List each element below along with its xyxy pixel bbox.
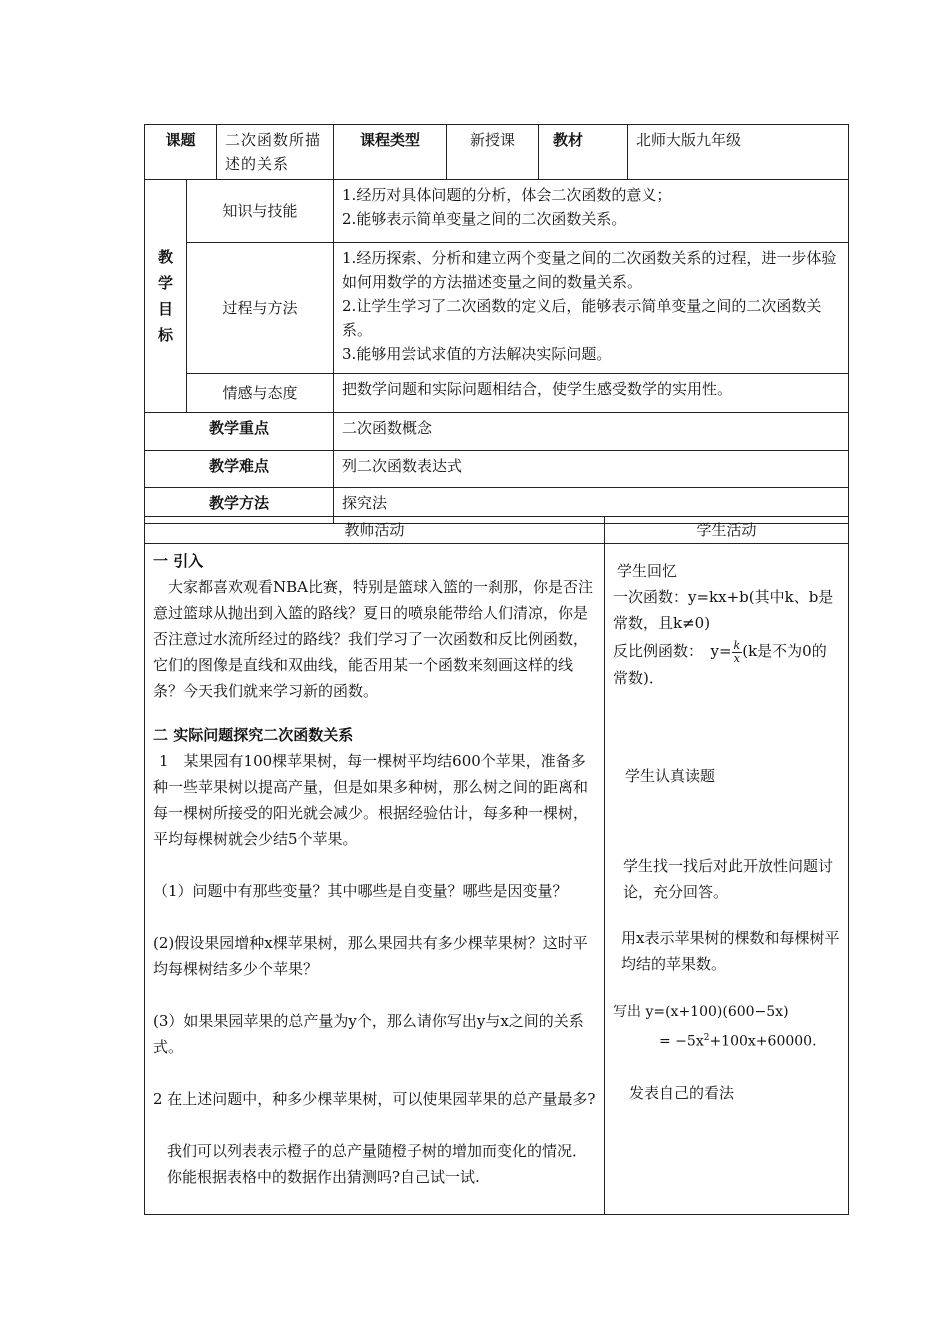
goal-process-label: 过程与方法: [187, 243, 334, 374]
topic-label: 课题: [145, 125, 217, 180]
student-activity-header: 学生活动: [605, 517, 849, 544]
course-type-label: 课程类型: [334, 125, 447, 180]
inverse-prefix: 反比例函数： y=: [613, 642, 732, 660]
inverse-denominator: x: [733, 651, 740, 665]
method-value: 探究法: [334, 488, 849, 524]
goal-knowledge-label: 知识与技能: [187, 180, 334, 243]
student-discuss: 学生找一找后对此开放性问题讨论，充分回答。: [623, 856, 834, 901]
section-explore-title: 二 实际问题探究二次函数关系: [153, 726, 354, 744]
section-intro-text: 大家都喜欢观看NBA比赛，特别是篮球入篮的一刹那，你是否注意过篮球从抛出到入篮的路线？夏日的喷泉能带给人们清凉，你是否注意过水流所经过的路线？我们学习了一次函数和反比例函数，它们的图像是直线和双曲线，能否用某一个函数来刻画这样的线条？今天我们就来学习新的函数。: [153, 578, 593, 700]
inverse-numerator: k: [733, 638, 741, 652]
activities-table: [144, 516, 849, 1215]
question-1-part-2: (2)假设果园增种x棵苹果树，那么果园共有多少棵苹果树？这时平均每棵树结多少个苹果？: [153, 934, 588, 978]
goal-knowledge-line-2: 2.能够表示简单变量之间的二次函数关系。: [342, 210, 627, 228]
difficulty-label: 教学难点: [145, 451, 334, 488]
student-formula-1: 写出 y=(x+100)(600−5x): [613, 1003, 789, 1020]
goal-process-line-2: 2.让学生学习了二次函数的定义后，能够表示简单变量之间的二次函数关系。: [342, 297, 822, 339]
goal-attitude-content: 把数学问题和实际问题相结合，使学生感受数学的实用性。: [334, 374, 849, 413]
goal-attitude-label: 情感与态度: [187, 374, 334, 413]
topic-value: 二次函数所描述的关系: [217, 125, 334, 180]
course-type-value: 新授课: [447, 125, 539, 180]
method-label: 教学方法: [145, 488, 334, 524]
lesson-info-table: [144, 124, 849, 524]
question-2-note: 我们可以列表表示橙子的总产量随橙子树的增加而变化的情况．你能根据表格中的数据作出猜测吗?自己试一试.: [167, 1142, 588, 1186]
textbook-value: 北师大版九年级: [628, 125, 849, 180]
formula-2-suffix: +100x+60000.: [709, 1033, 817, 1050]
question-1-part-1: （1）问题中有那些变量？其中哪些是自变量？哪些是因变量？: [153, 882, 568, 900]
key-point-value: 二次函数概念: [334, 413, 849, 451]
teacher-activity-cell: [145, 544, 605, 1215]
student-inverse-function: [613, 638, 840, 691]
formula-2-exponent: 2: [703, 1032, 710, 1043]
goals-label: [145, 180, 187, 413]
student-read: 学生认真读题: [625, 766, 716, 785]
teacher-activity-header: 教师活动: [145, 517, 605, 544]
goal-process-content: [334, 243, 849, 374]
formula-2-prefix: = −5x: [659, 1033, 704, 1050]
key-point-label: 教学重点: [145, 413, 334, 451]
inverse-fraction: [732, 640, 743, 665]
student-use-x: 用x表示苹果树的棵数和每棵树平均结的苹果数。: [621, 928, 840, 973]
goal-process-line-1: 1.经历探索、分析和建立两个变量之间的二次函数关系的过程，进一步体验如何用数学的方法描述变量之间的数量关系。: [342, 249, 837, 291]
goals-label-text: 教学目标: [157, 248, 173, 344]
student-formula-2: [613, 1025, 840, 1055]
goal-knowledge-line-1: 1.经历对具体问题的分析，体会二次函数的意义；: [342, 186, 672, 204]
student-linear-function: 一次函数：y=kx+b(其中k、b是常数，且k≠0): [613, 588, 834, 632]
difficulty-value: 列二次函数表达式: [334, 451, 849, 488]
question-1-part-3: (3）如果果园苹果的总产量为y个，那么请你写出y与x之间的关系式。: [153, 1012, 584, 1056]
question-1: 1 某果园有100棵苹果树，每一棵树平均结600个苹果，准备多种一些苹果树以提高产量，但是如果多种树，那么树之间的距离和每一棵树所接受的阳光就会减少。根据经验估计，每多种一棵树，平均每棵树就会少结5个苹果。: [153, 752, 589, 848]
student-recall: 学生回忆: [617, 562, 678, 580]
textbook-label: 教材: [539, 125, 628, 180]
student-opinion: 发表自己的看法: [629, 1084, 735, 1103]
goal-process-line-3: 3.能够用尝试求值的方法解决实际问题。: [342, 345, 612, 363]
inverse-suffix: (k是不为0的常数)．: [613, 642, 827, 687]
student-activity-cell: [605, 544, 849, 1215]
section-intro-title: 一 引入: [153, 552, 204, 570]
goal-knowledge-content: [334, 180, 849, 243]
question-2: 2 在上述问题中，种多少棵苹果树，可以使果园苹果的总产量最多?: [153, 1090, 596, 1108]
